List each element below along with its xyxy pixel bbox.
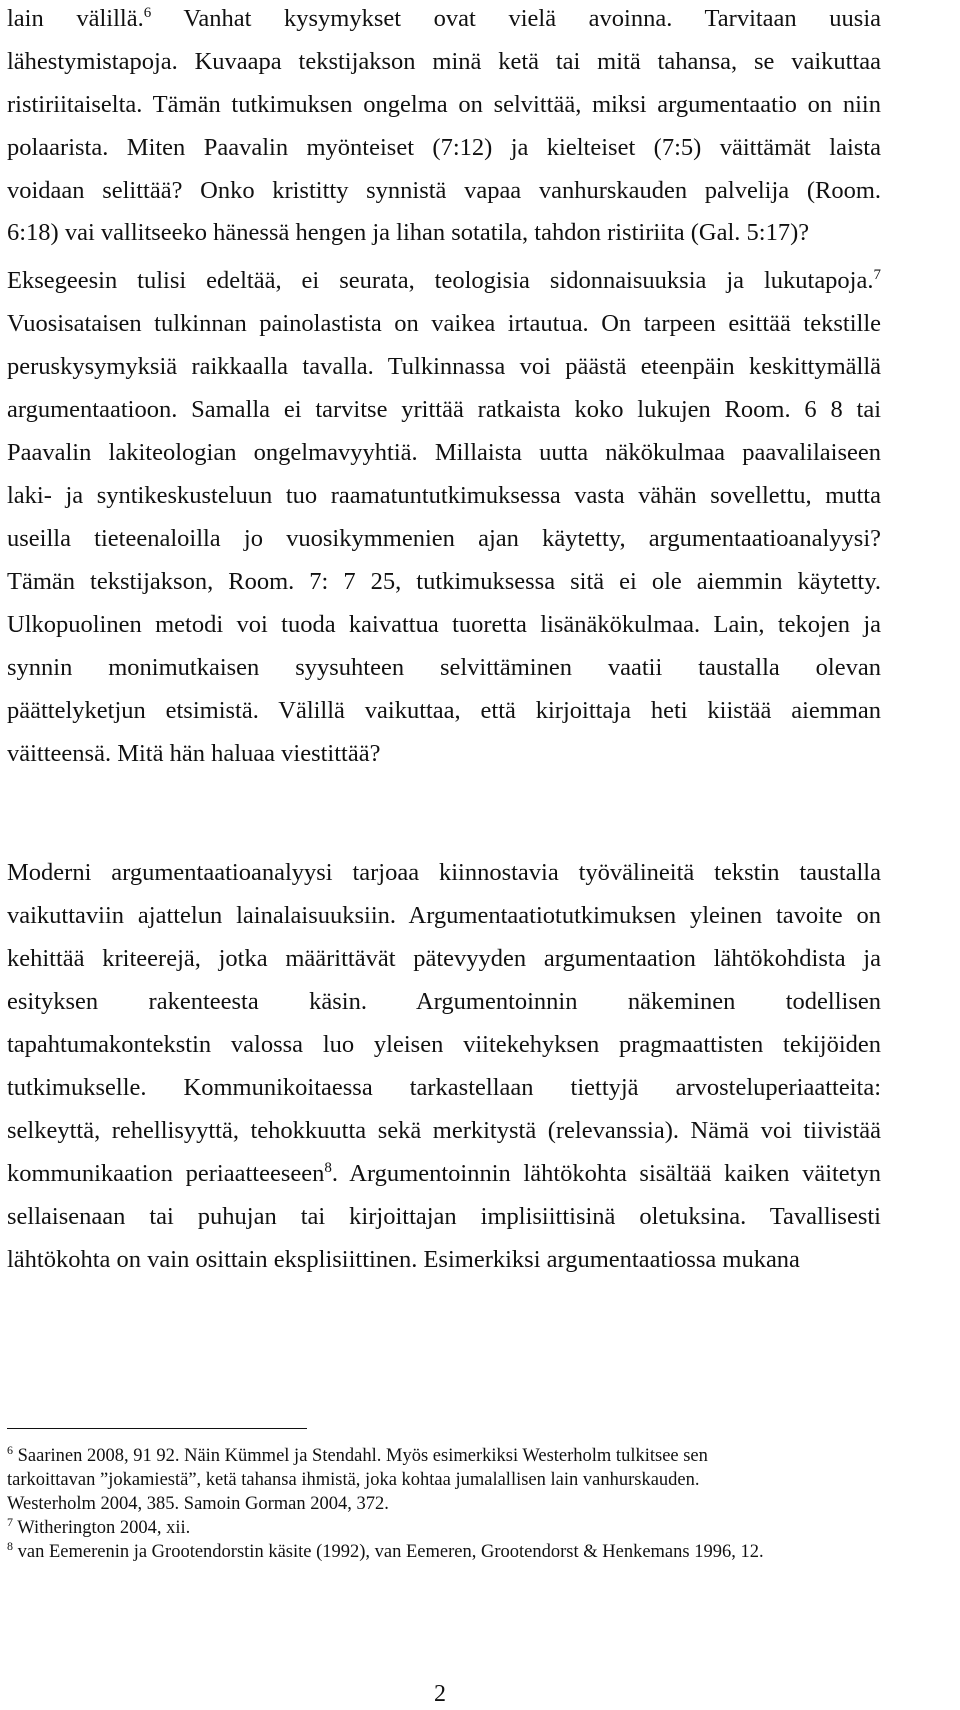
footnote-number: 8 bbox=[7, 1538, 13, 1553]
text-run: . Argumentoinnin lähtökohta sisältää kaiken väitetyn bbox=[331, 1160, 881, 1187]
text-run: Tämän tekstijakson, Room. 7: 7 25, tutkimuksessa sitä ei ole aiemmin käytetty. bbox=[7, 568, 881, 595]
footnote-ref: 7 bbox=[873, 266, 881, 283]
text-run: Eksegeesin tulisi edeltää, ei seurata, teologisia sidonnaisuuksia ja lukutapoja. bbox=[7, 267, 874, 294]
text-run: synnin monimutkaisen syysuhteen selvittäminen vaatii taustalla olevan bbox=[7, 654, 881, 681]
text-line bbox=[7, 1245, 881, 1275]
footnote-separator bbox=[7, 1428, 307, 1429]
footnote-text: Witherington 2004, xii. bbox=[13, 1518, 191, 1538]
text-run: lain välillä. bbox=[7, 5, 144, 32]
text-run: Vanhat kysymykset ovat vielä avoinna. Tarvitaan uusia bbox=[151, 5, 881, 32]
footnote-line bbox=[7, 1492, 881, 1516]
footnote-ref: 8 bbox=[324, 1159, 332, 1176]
text-line bbox=[7, 567, 881, 597]
text-run: lähtökohta on vain osittain eksplisiittinen. Esimerkiksi argumentaatiossa mukana bbox=[7, 1246, 800, 1273]
text-run: 6:18) vai vallitseeko hänessä hengen ja lihan sotatila, tahdon ristiriita (Gal. 5:17)? bbox=[7, 219, 810, 246]
text-run: Moderni argumentaatioanalyysi tarjoaa kiinnostavia työvälineitä tekstin taustalla bbox=[7, 859, 881, 886]
text-run: peruskysymyksiä raikkaalla tavalla. Tulkinnassa voi päästä eteenpäin keskittymällä bbox=[7, 353, 881, 380]
text-line bbox=[7, 90, 881, 120]
text-run: argumentaatioon. Samalla ei tarvitse yrittää ratkaista koko lukujen Room. 6 8 tai bbox=[7, 396, 881, 423]
text-line bbox=[7, 352, 881, 382]
footnote-text: tarkoittavan ”jokamiestä”, ketä tahansa ihmistä, joka kohtaa jumalallisen lain vanhurskauden. bbox=[7, 1470, 700, 1490]
text-line bbox=[7, 481, 881, 511]
text-run: lähestymistapoja. Kuvaapa tekstijakson minä ketä tai mitä tahansa, se vaikuttaa bbox=[7, 48, 881, 75]
text-run: esityksen rakenteesta käsin. Argumentoinnin näkeminen todellisen bbox=[7, 988, 881, 1015]
footnote-text: van Eemerenin ja Grootendorstin käsite (1992), van Eemeren, Grootendorst & Henkemans 1996, 12. bbox=[13, 1542, 764, 1562]
footnote-number: 6 bbox=[7, 1442, 13, 1457]
text-run: Paavalin lakiteologian ongelmavyyhtiä. Millaista uutta näkökulmaa paavalilaiseen bbox=[7, 439, 881, 466]
footnote-text: Westerholm 2004, 385. Samoin Gorman 2004, 372. bbox=[7, 1494, 389, 1514]
text-line bbox=[7, 133, 881, 163]
text-line bbox=[7, 524, 881, 554]
text-run: kommunikaation periaatteeseen bbox=[7, 1160, 325, 1187]
text-run: päättelyketjun etsimistä. Välillä vaikuttaa, että kirjoittaja heti kiistää aiemman bbox=[7, 697, 881, 724]
text-line bbox=[7, 1116, 881, 1146]
text-line bbox=[7, 739, 881, 769]
footnote-line bbox=[7, 1540, 881, 1564]
text-run: Vuosisataisen tulkinnan painolastista on vaikea irtautua. On tarpeen esittää tekstille bbox=[7, 310, 881, 337]
footnote-text: Saarinen 2008, 91 92. Näin Kümmel ja Stendahl. Myös esimerkiksi Westerholm tulkitsee sen bbox=[13, 1446, 708, 1466]
text-line bbox=[7, 395, 881, 425]
page-number: 2 bbox=[434, 1681, 446, 1707]
text-line bbox=[7, 696, 881, 726]
text-line bbox=[7, 438, 881, 468]
text-line bbox=[7, 218, 881, 248]
text-line bbox=[7, 47, 881, 77]
text-line bbox=[7, 987, 881, 1017]
text-line bbox=[7, 901, 881, 931]
text-line bbox=[7, 944, 881, 974]
text-run: selkeyttä, rehellisyyttä, tehokkuutta sekä merkitystä (relevanssia). Nämä voi tiivistää bbox=[7, 1117, 881, 1144]
text-line bbox=[7, 266, 881, 296]
text-line bbox=[7, 1202, 881, 1232]
text-run: tapahtumakontekstin valossa luo yleisen viitekehyksen pragmaattisten tekijöiden bbox=[7, 1031, 881, 1058]
text-line bbox=[7, 4, 881, 34]
text-line bbox=[7, 309, 881, 339]
text-run: useilla tieteenaloilla jo vuosikymmenien ajan käytetty, argumentaatioanalyysi? bbox=[7, 525, 881, 552]
text-run: sellaisenaan tai puhujan tai kirjoittajan implisiittisinä oletuksina. Tavallisesti bbox=[7, 1203, 881, 1230]
text-run: ristiriitaiselta. Tämän tutkimuksen ongelma on selvittää, miksi argumentaatio on niin bbox=[7, 91, 881, 118]
text-run: polaarista. Miten Paavalin myönteiset (7:12) ja kielteiset (7:5) väittämät laista bbox=[7, 134, 881, 161]
text-run: kehittää kriteerejä, jotka määrittävät pätevyyden argumentaation lähtökohdista ja bbox=[7, 945, 881, 972]
text-run: voidaan selittää? Onko kristitty synnistä vapaa vanhurskauden palvelija (Room. bbox=[7, 177, 881, 204]
text-line bbox=[7, 610, 881, 640]
text-line bbox=[7, 1159, 881, 1189]
footnote-number: 7 bbox=[7, 1514, 13, 1529]
text-run: vaikuttaviin ajattelun lainalaisuuksiin. Argumentaatiotutkimuksen yleinen tavoite on bbox=[7, 902, 881, 929]
text-line bbox=[7, 1030, 881, 1060]
text-run: laki- ja syntikeskusteluun tuo raamatuntutkimuksessa vasta vähän sovellettu, mutta bbox=[7, 482, 881, 509]
text-line bbox=[7, 176, 881, 206]
text-run: Ulkopuolinen metodi voi tuoda kaivattua tuoretta lisänäkökulmaa. Lain, tekojen ja bbox=[7, 611, 881, 638]
text-line bbox=[7, 653, 881, 683]
footnote-line bbox=[7, 1444, 881, 1468]
footnote-line bbox=[7, 1516, 881, 1540]
footnote-ref: 6 bbox=[143, 4, 152, 21]
footnote-line bbox=[7, 1468, 881, 1492]
text-run: väitteensä. Mitä hän haluaa viestittää? bbox=[7, 740, 381, 767]
text-line bbox=[7, 858, 881, 888]
text-run: tutkimukselle. Kommunikoitaessa tarkastellaan tiettyjä arvosteluperiaatteita: bbox=[7, 1074, 881, 1101]
text-line bbox=[7, 1073, 881, 1103]
